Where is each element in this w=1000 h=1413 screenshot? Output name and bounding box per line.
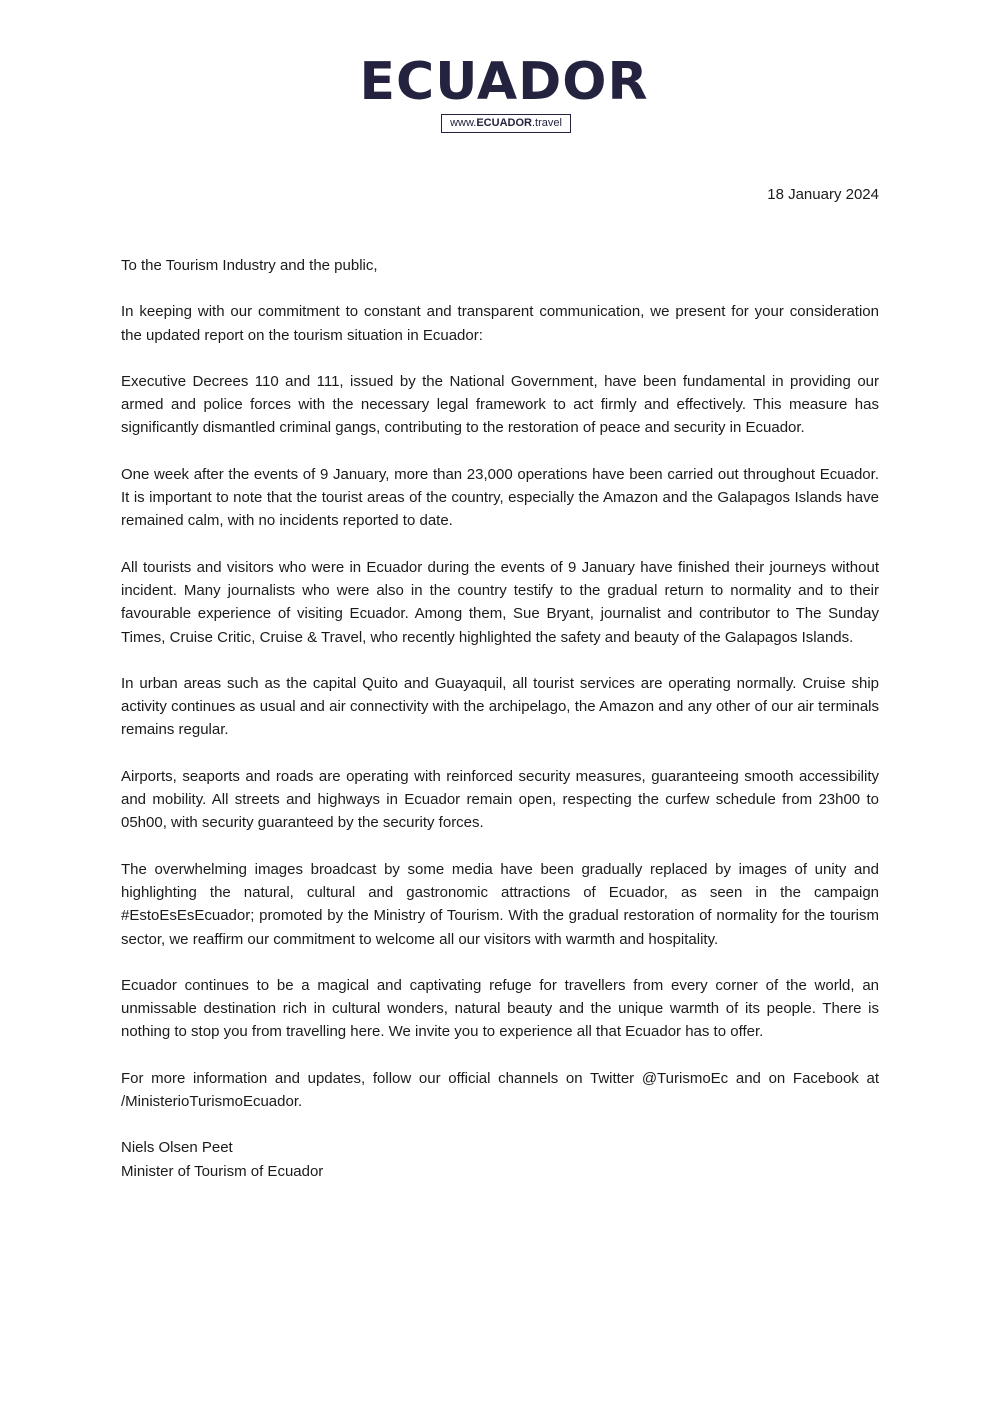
salutation: To the Tourism Industry and the public, <box>121 257 378 274</box>
paragraph-intro: In keeping with our commitment to constant and transparent communication, we present for your consideration the updated report on the tourism situation in Ecuador: <box>121 303 879 344</box>
website-url-badge <box>441 114 571 133</box>
url-domain: ECUADOR <box>476 117 532 129</box>
paragraph-contact: For more information and updates, follow our official channels on Twitter @TurismoEc and on Facebook at /MinisterioTurismoEcuador. <box>121 1069 879 1111</box>
url-suffix: .travel <box>531 117 562 129</box>
paragraph-tourists: All tourists and visitors who were in Ecuador during the events of 9 January have finished their journeys without incident. Many journalists who were also in the country testify to the gradual return to normality and to their favourable experience of visiting Ecuador. Among them, Sue Bryant, journalist and contributor to The Sunday Times, Cruise Critic, Cruise & Travel, who recently highlighted the safety and beauty of the Galapagos Islands. <box>121 558 879 646</box>
url-prefix: www. <box>450 117 477 129</box>
paragraph-destination: Ecuador continues to be a magical and captivating refuge for travellers from every corner of the world, an unmissable destination rich in cultural wonders, natural beauty and the unique warmth of its people. There is nothing to stop you from travelling here. We invite you to experience all that Ecuador has to offer. <box>121 976 879 1041</box>
paragraph-operations: One week after the events of 9 January, more than 23,000 operations have been carried out throughout Ecuador. It is important to note that the tourist areas of the country, especially the Amazon and the Galapagos Islands have remained calm, with no incidents reported to date. <box>121 465 879 530</box>
signatory-title: Minister of Tourism of Ecuador <box>121 1162 324 1180</box>
ecuador-logo: ECUADOR <box>359 52 649 112</box>
signatory-name: Niels Olsen Peet <box>121 1139 233 1157</box>
paragraph-transport: Airports, seaports and roads are operating with reinforced security measures, guaranteeing smooth accessibility and mobility. All streets and highways in Ecuador remain open, respecting the curfew schedule from 23h00 to 05h00, with security guaranteed by the security forces. <box>121 767 879 832</box>
paragraph-media: The overwhelming images broadcast by some media have been gradually replaced by images of unity and highlighting the natural, cultural and gastronomic attractions of Ecuador, as seen in the campaign #EstoEsEsEcuador; promoted by the Ministry of Tourism. With the gradual restoration of normality for the tourism sector, we reaffirm our commitment to welcome all our visitors with warmth and hospitality. <box>121 860 879 948</box>
letter-date: 18 January 2024 <box>767 186 879 203</box>
paragraph-urban-areas: In urban areas such as the capital Quito and Guayaquil, all tourist services are operating normally. Cruise ship activity continues as usual and air connectivity with the archipelago, the Amazon and any other of our air terminals remains regular. <box>121 674 879 739</box>
letter-body <box>121 254 879 1183</box>
signature-block <box>121 1136 879 1183</box>
letterhead <box>0 52 1000 133</box>
paragraph-decrees: Executive Decrees 110 and 111, issued by the National Government, have been fundamental in providing our armed and police forces with the necessary legal framework to act firmly and effectively. This measure has significantly dismantled criminal gangs, contributing to the restoration of peace and security in Ecuador. <box>121 372 879 437</box>
